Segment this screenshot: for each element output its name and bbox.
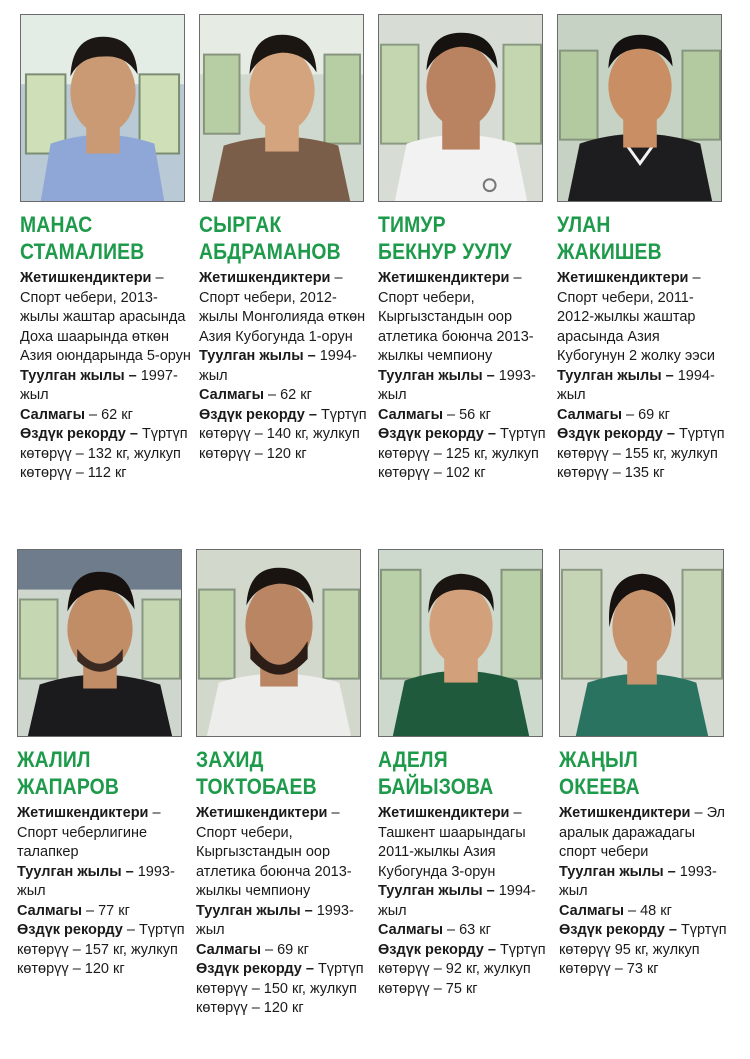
athlete-bio: Жетишкендиктери – Спорт чебери, 2013-жылы жаштар арасында Доха шаарында өткөн Азия оюндарында 5-орун Туулган жылы – 1997-жыл Салмагы – 62 кг Өздүк рекорду – Түртүп көтөрүү – 132 кг, жулкуп көтөрүү – 112 кг xyxy=(20,270,191,481)
weight-label: Салмагы xyxy=(559,902,624,919)
achievements-label: Жетишкендиктери xyxy=(557,270,689,286)
birth-year-label: Туулган жылы xyxy=(559,863,664,880)
athlete-name: ЗАХИД ТОКТОБАЕВ xyxy=(196,747,317,799)
record-label: Өздүк рекорду xyxy=(17,922,123,938)
achievements-text: – Спорт чебери, Кыргызстандын оор атлетика боюнча 2013-жылкы чемпиону xyxy=(378,270,534,364)
birth-year-value: 1993-жыл xyxy=(559,863,717,899)
achievements-label: Жетишкендиктери xyxy=(559,805,691,821)
record-value: Түртүп көтөрүү – 140 кг, жулкуп көтөрүү – 120 кг xyxy=(199,406,367,462)
achievements-text: – Спорт чеберлигине талапкер xyxy=(17,805,161,860)
weight-value: 62 кг xyxy=(101,406,133,423)
athlete-photo xyxy=(20,14,185,202)
athlete-bio: Жетишкендиктери – Спорт чебери, Кыргызстандын оор атлетика боюнча 2013-жылкы чемпиону Туулган жылы – 1993-жыл Салмагы – 56 кг Өздүк рекорду – Түртүп көтөрүү – 125 кг, жулкуп көтөрүү – 102 кг xyxy=(378,270,546,481)
birth-year-label: Туулган жылы xyxy=(199,348,304,364)
athlete-card xyxy=(378,14,550,484)
achievements-label: Жетишкендиктери xyxy=(378,805,510,821)
athlete-bio: Жетишкендиктери – Спорт чебери, 2011-2012-жылкы жаштар арасында Азия Кубогунун 2 жолку ээси Туулган жылы – 1994-жыл Салмагы – 69 кг Өздүк рекорду – Түртүп көтөрүү – 155 кг, жулкуп көтөрүү – 135 кг xyxy=(557,270,725,481)
weight-label: Салмагы xyxy=(196,941,261,958)
athlete-photo xyxy=(559,549,724,737)
birth-year-value: 1994-жыл xyxy=(199,348,357,384)
achievements-text: – Спорт чебери, 2012-жылы Монголияда өткөн Азия Кубогунда 1-орун xyxy=(199,270,366,345)
record-value: Түртүп көтөрүү – 132 кг, жулкуп көтөрүү – 112 кг xyxy=(20,426,188,481)
record-value: Түртүп көтөрүү – 150 кг, жулкуп көтөрүү – 120 кг xyxy=(196,961,364,1016)
athlete-card xyxy=(17,549,189,980)
record-label: Өздүк рекорду xyxy=(557,426,663,442)
achievements-label: Жетишкендиктери xyxy=(378,270,510,286)
birth-year-value: 1993-жыл xyxy=(17,863,175,899)
weight-value: 63 кг xyxy=(459,922,491,938)
weight-label: Салмагы xyxy=(378,406,443,423)
athlete-name: МАНАС СТАМАЛИЕВ xyxy=(20,212,145,264)
athlete-name: СЫРГАК АБДРАМАНОВ xyxy=(199,212,341,264)
athlete-photo xyxy=(378,14,543,202)
achievements-label: Жетишкендиктери xyxy=(199,270,331,286)
record-value: Түртүп көтөрүү – 155 кг, жулкуп көтөрүү – 135 кг xyxy=(557,426,725,481)
achievements-label: Жетишкендиктери xyxy=(17,805,149,821)
weight-label: Салмагы xyxy=(199,387,264,403)
birth-year-label: Туулган жылы xyxy=(196,902,301,919)
athlete-bio: Жетишкендиктери – Спорт чебери, Кыргызстандын оор атлетика боюнча 2013-жылкы чемпиону Туулган жылы – 1993-жыл Салмагы – 69 кг Өздүк рекорду – Түртүп көтөрүү – 150 кг, жулкуп көтөрүү – 120 кг xyxy=(196,805,364,1016)
athlete-card xyxy=(20,14,192,484)
athlete-name: ЖАҢЫЛ ОКЕЕВА xyxy=(559,747,640,799)
athlete-card xyxy=(199,14,371,464)
athlete-photo xyxy=(557,14,722,202)
birth-year-label: Туулган жылы xyxy=(378,367,483,384)
athlete-photo xyxy=(378,549,543,737)
birth-year-value: 1997-жыл xyxy=(20,367,178,403)
weight-value: 56 кг xyxy=(459,406,491,423)
achievements-text: – Спорт чебери, 2011-2012-жылкы жаштар арасында Азия Кубогунун 2 жолку ээси xyxy=(557,270,715,364)
birth-year-value: 1994-жыл xyxy=(378,883,536,919)
weight-value: 62 кг xyxy=(280,387,312,403)
birth-year-value: 1994-жыл xyxy=(557,367,715,403)
athlete-card xyxy=(378,549,550,999)
achievements-text: – Ташкент шаарындагы 2011-жылкы Азия Кубогунда 3-орун xyxy=(378,805,526,880)
achievements-text: – Спорт чебери, 2013-жылы жаштар арасында Доха шаарында өткөн Азия оюндарында 5-орун xyxy=(20,270,191,364)
record-label: Өздүк рекорду xyxy=(20,426,126,442)
birth-year-value: 1993-жыл xyxy=(196,902,354,938)
athlete-photo xyxy=(17,549,182,737)
record-value: Түртүп көтөрүү 95 кг, жулкуп көтөрүү – 73 кг xyxy=(559,922,727,977)
athlete-name: ЖАЛИЛ ЖАПАРОВ xyxy=(17,747,120,799)
birth-year-label: Туулган жылы xyxy=(378,883,483,899)
athlete-card xyxy=(196,549,368,1019)
athlete-card xyxy=(559,549,731,980)
weight-value: 77 кг xyxy=(98,902,130,919)
birth-year-label: Туулган жылы xyxy=(557,367,662,384)
record-value: – Түртүп көтөрүү – 157 кг, жулкуп көтөрүү – 120 кг xyxy=(17,922,185,977)
athlete-bio: Жетишкендиктери – Эл аралык даражадагы спорт чебери Туулган жылы – 1993-жыл Салмагы – 48 кг Өздүк рекорду – Түртүп көтөрүү 95 кг, жулкуп көтөрүү – 73 кг xyxy=(559,805,727,977)
weight-value: 48 кг xyxy=(640,902,672,919)
athlete-bio: Жетишкендиктери – Спорт чеберлигине талапкер Туулган жылы – 1993-жыл Салмагы – 77 кг Өздүк рекорду – Түртүп көтөрүү – 157 кг, жулкуп көтөрүү – 120 кг xyxy=(17,805,185,977)
record-value: Түртүп көтөрүү – 92 кг, жулкуп көтөрүү – 75 кг xyxy=(378,941,546,997)
achievements-text: – Эл аралык даражадагы спорт чебери xyxy=(559,805,726,860)
weight-label: Салмагы xyxy=(378,922,443,938)
weight-value: 69 кг xyxy=(638,406,670,423)
weight-label: Салмагы xyxy=(20,406,85,423)
birth-year-value: 1993-жыл xyxy=(378,367,536,403)
athlete-photo xyxy=(199,14,364,202)
weight-label: Салмагы xyxy=(557,406,622,423)
athlete-name: АДЕЛЯ БАЙЫЗОВА xyxy=(378,747,494,799)
achievements-label: Жетишкендиктери xyxy=(196,805,328,821)
record-value: Түртүп көтөрүү – 125 кг, жулкуп көтөрүү – 102 кг xyxy=(378,426,546,481)
record-label: Өздүк рекорду xyxy=(559,922,665,938)
achievements-text: – Спорт чебери, Кыргызстандын оор атлетика боюнча 2013-жылкы чемпиону xyxy=(196,805,352,899)
athlete-bio: Жетишкендиктери – Ташкент шаарындагы 2011-жылкы Азия Кубогунда 3-орун Туулган жылы – 1994-жыл Салмагы – 63 кг Өздүк рекорду – Түртүп көтөрүү – 92 кг, жулкуп көтөрүү – 75 кг xyxy=(378,805,546,997)
athlete-photo xyxy=(196,549,361,737)
athlete-card xyxy=(557,14,729,484)
record-label: Өздүк рекорду xyxy=(199,406,305,423)
achievements-label: Жетишкендиктери xyxy=(20,270,152,286)
athlete-bio: Жетишкендиктери – Спорт чебери, 2012-жылы Монголияда өткөн Азия Кубогунда 1-орун Туулган жылы – 1994-жыл Салмагы – 62 кг Өздүк рекорду – Түртүп көтөрүү – 140 кг, жулкуп көтөрүү – 120 кг xyxy=(199,270,367,462)
birth-year-label: Туулган жылы xyxy=(20,367,125,384)
weight-value: 69 кг xyxy=(277,941,309,958)
record-label: Өздүк рекорду xyxy=(378,941,484,958)
record-label: Өздүк рекорду xyxy=(196,961,302,977)
birth-year-label: Туулган жылы xyxy=(17,863,122,880)
weight-label: Салмагы xyxy=(17,902,82,919)
record-label: Өздүк рекорду xyxy=(378,426,484,442)
athlete-name: УЛАН ЖАКИШЕВ xyxy=(557,212,662,264)
athlete-name: ТИМУР БЕКНУР УУЛУ xyxy=(378,212,512,264)
